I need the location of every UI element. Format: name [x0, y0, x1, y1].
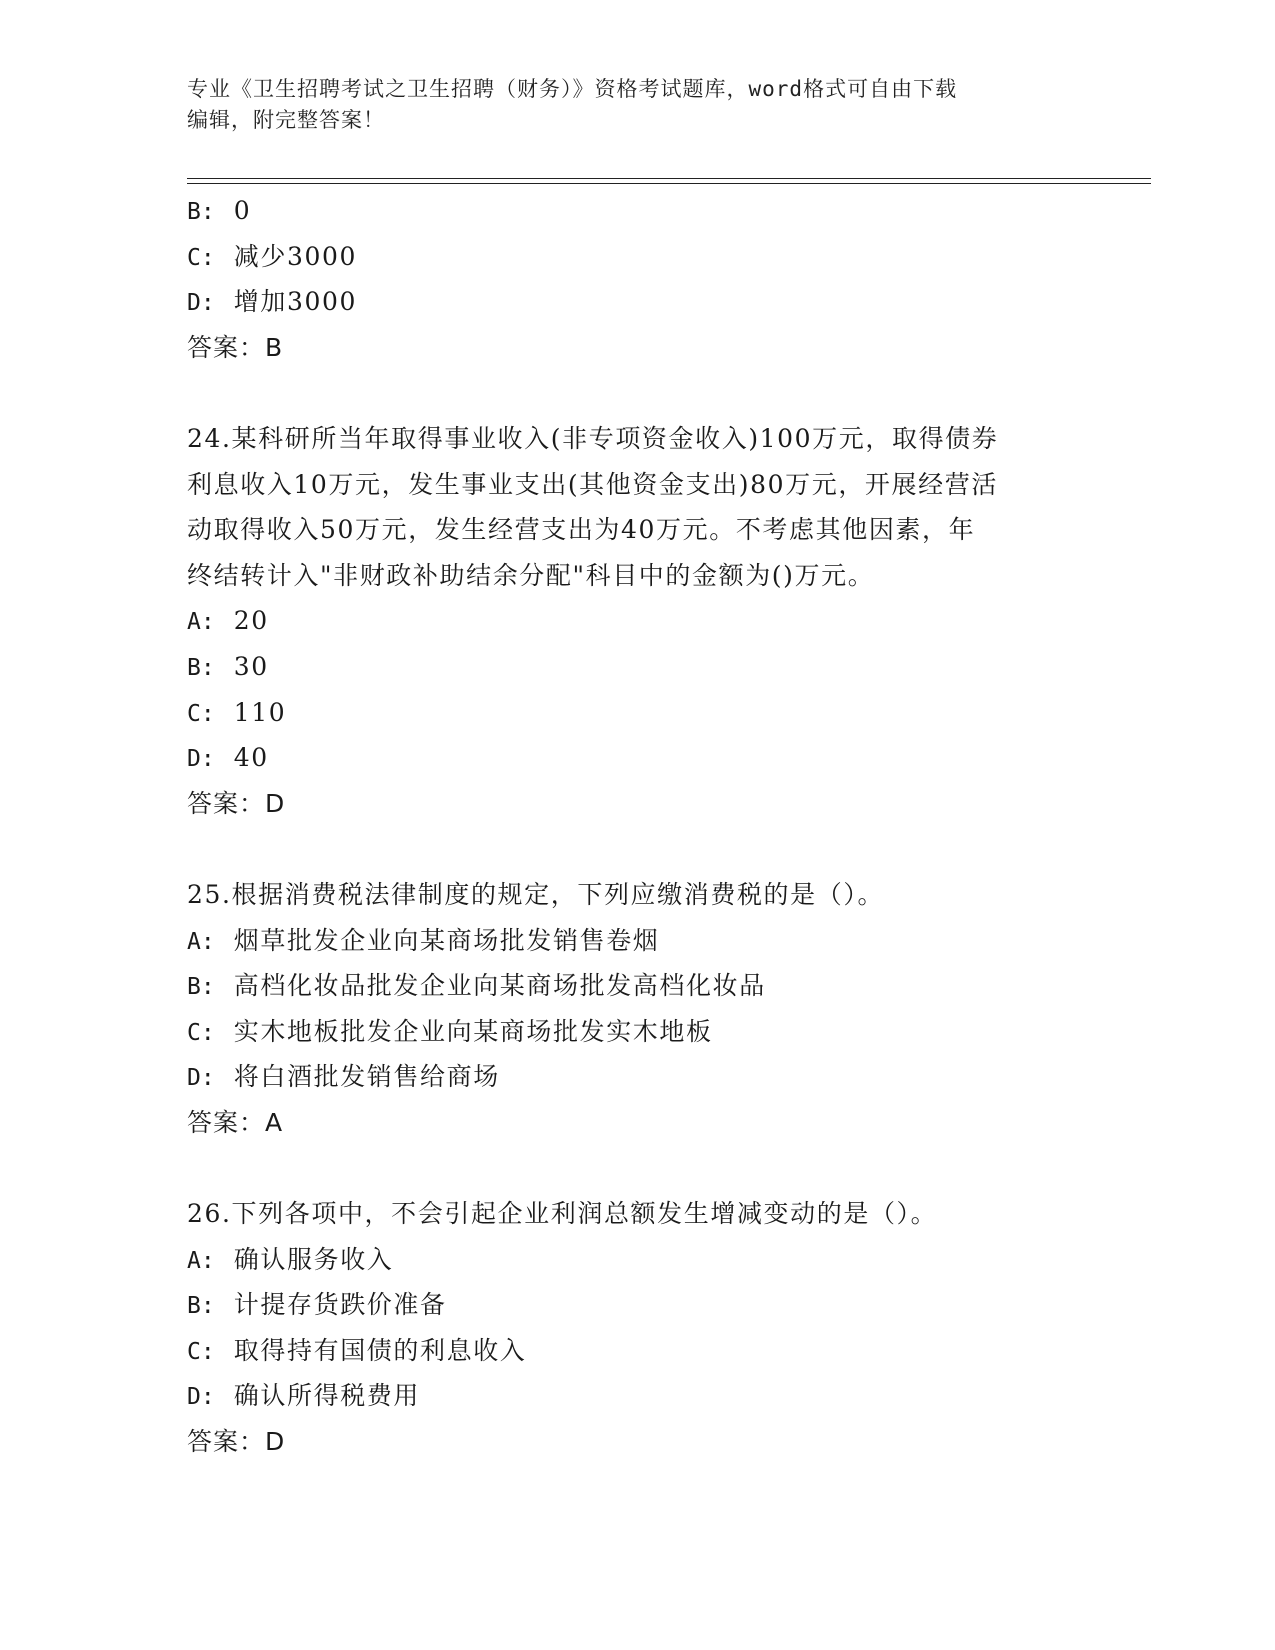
- header-divider-top: [187, 178, 1151, 179]
- answer-line: 答案：D: [187, 788, 286, 818]
- spacer: [187, 370, 1087, 416]
- question-stem-line: 利息收入10万元，发生事业支出(其他资金支出)80万元，开展经营活: [187, 469, 998, 499]
- question-25: [187, 872, 1087, 1146]
- question-24: [187, 416, 1087, 826]
- option-d: D: 增加3000: [187, 287, 358, 317]
- answer-line: 答案：A: [187, 1107, 284, 1137]
- question-stem-line: 24.某科研所当年取得事业收入(非专项资金收入)100万元，取得债券: [187, 423, 999, 453]
- prev-question-block: [187, 188, 1087, 370]
- option-d: D: 确认所得税费用: [187, 1381, 420, 1411]
- option-c: C: 取得持有国债的利息收入: [187, 1335, 527, 1365]
- option-b: B: 高档化妆品批发企业向某商场批发高档化妆品: [187, 971, 766, 1001]
- question-content: [187, 188, 1087, 1465]
- question-stem-line: 动取得收入50万元，发生经营支出为40万元。不考虑其他因素，年: [187, 515, 976, 545]
- option-a: A: 20: [187, 606, 269, 636]
- header-divider-bottom: [187, 183, 1151, 184]
- option-a: A: 确认服务收入: [187, 1244, 394, 1274]
- option-c: C: 减少3000: [187, 241, 358, 271]
- question-stem-line: 26.下列各项中，不会引起企业利润总额发生增减变动的是（）。: [187, 1199, 938, 1229]
- header-line-2: 编辑，附完整答案！: [187, 108, 385, 132]
- option-c: C: 110: [187, 697, 287, 727]
- answer-line: 答案：B: [187, 332, 284, 362]
- option-c: C: 实木地板批发企业向某商场批发实木地板: [187, 1016, 713, 1046]
- spacer: [187, 1145, 1087, 1191]
- option-b: B: 0: [187, 196, 252, 225]
- question-stem-line: 终结转计入"非财政补助结余分配"科目中的金额为()万元。: [187, 560, 875, 590]
- option-d: D: 40: [187, 743, 269, 773]
- option-d: D: 将白酒批发销售给商场: [187, 1062, 500, 1092]
- document-header: [187, 74, 1087, 136]
- option-b: B: 计提存货跌价准备: [187, 1290, 447, 1320]
- answer-line: 答案：D: [187, 1427, 286, 1457]
- question-stem-line: 25.根据消费税法律制度的规定，下列应缴消费税的是（）。: [187, 879, 885, 909]
- spacer: [187, 826, 1087, 872]
- question-26: [187, 1191, 1087, 1465]
- header-line-1: 专业《卫生招聘考试之卫生招聘（财务）》资格考试题库，word格式可自由下载: [187, 77, 958, 101]
- option-b: B: 30: [187, 651, 269, 681]
- option-a: A: 烟草批发企业向某商场批发销售卷烟: [187, 925, 660, 955]
